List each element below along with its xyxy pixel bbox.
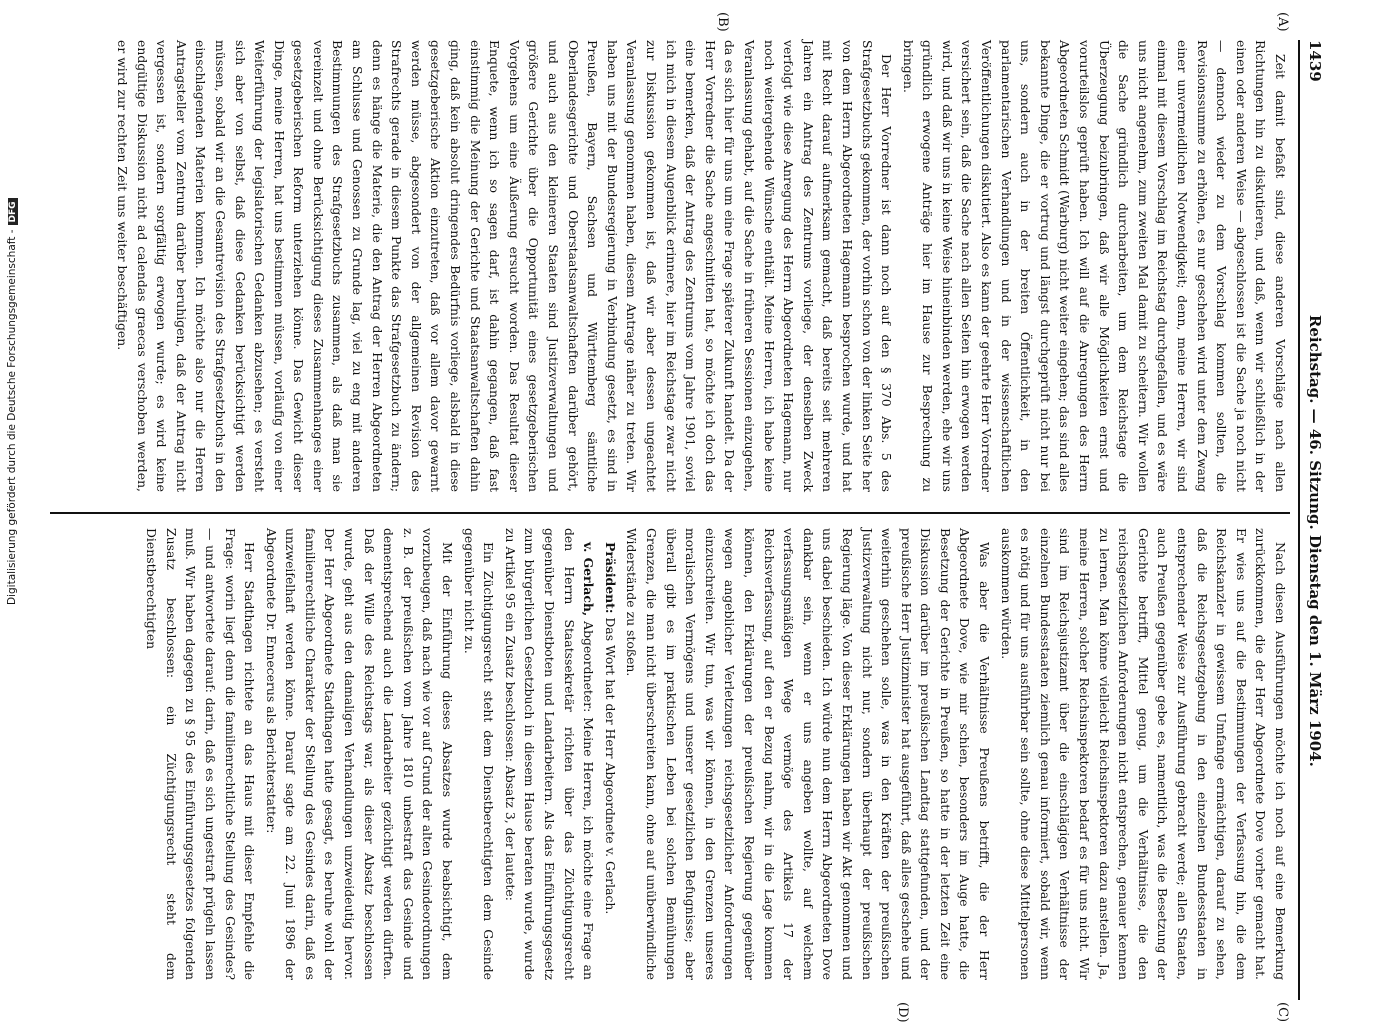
running-header xyxy=(1298,40,1330,1000)
quotation: Ein Züchtigungsrecht steht dem Dienstberechtigten dem Gesinde gegenüber nicht zu. xyxy=(461,528,497,980)
margin-marker-b: (B) xyxy=(715,12,730,32)
quotation: Herr Stadthagen richtete an das Haus mit dieser Empfehle die Frage: worin liegt denn die familienrechtliche Stellung des Gesindes? — und antwortete darauf: darin, daß es sich ungestraft prügeln lassen muß. Wir haben dagegen zu § 95 des Einführungsgesetzes folgenden Zusatz beschlossen: ein Züchtigungsrecht steht dem Dienstberechtigten xyxy=(144,528,258,980)
newspaper-page xyxy=(40,12,1330,1023)
speaker-name: Präsident: xyxy=(602,542,618,614)
right-column xyxy=(140,528,1290,980)
credit-text: Digitalisierung gefördert durch die Deutsche Forschungsgemeinschaft - xyxy=(6,229,18,605)
page-number: 1439 xyxy=(1306,40,1324,82)
paragraph: Was aber die Verhältnisse Preußens betrifft, die der Herr Abgeordnete Dove, wie mir schien, besonders im Auge hatte, die Besetzung der Gerichte in Preußen, so hatte in der letzten Zeit eine Diskussion darüber im preußischen Landtag stattgefunden, und der preußische Herr Justizminister hat ausgeführt, daß alles geschehe und weiterhin geschehen solle, was in den Kräften der preußischen Justizverwaltung nicht nur, sondern überhaupt der preußischen Regierung läge. Von dieser Erklärungen haben wir Akt genommen und uns dabei beschieden. Ich würde nun dem Herrn Abgeordneten Dove dankbar sein, wenn er uns angeben wollte, auf welchem verfassungsmäßigen Wege vermöge des Artikels 17 der Reichsverfassung, auf den er Bezug nahm, wir in die Lage kommen können, den Erklärungen der preußischen Regierung gegenüber wegen angeblicher Verletzungen reichsgesetzlicher Anforderungen einzuschreiten. Wir tun, was wir können, in den Grenzen unseres moralischen Vermögens und unserer gesetzlichen Befugnisse; aber überall gibt es im praktischen Leben bei solchen Bemühungen Grenzen, die man nicht überschreiten kann, ohne auf unüberwindliche Widerstände zu stoßen. xyxy=(624,528,993,980)
column-divider xyxy=(50,512,1290,514)
paragraph: Mit der Einführung dieses Absatzes wurde beabsichtigt, dem vorzubeugen, daß nach wie vor auf Grund der alten Gesindeordnungen z. B. der preußischen vom Jahre 1810 unbestraft das Gesinde und dementsprechend auch die Landarbeiter gezüchtigt werden dürften. Daß der Wille des Reichstags war, als dieser Absatz beschlossen wurde, geht aus den damaligen Verhandlungen unzweideutig hervor. Der Herr Abgeordnete Stadthagen hatte gesagt, es beruhe wohl der familienrechtliche Charakter der Stellung des Gesindes darin, daß es unzweifelhaft werden könne. Darauf sagte am 22. Juni 1896 der Abgeordnete Dr. Ennecerus als Berichterstatter: xyxy=(263,528,456,980)
dfg-logo: DFG xyxy=(8,198,18,225)
left-column xyxy=(110,40,1290,492)
paragraph: Zeit damit befaßt sind, diese anderen Vorschläge nach allen Richtungen hin zu diskutieren, und daß, wenn wir schließlich in der einen oder anderen Weise — abgeschlossen ist die Sache ja noch nicht — dennoch wieder zu dem Vorschlag kommen sollten, die Revisionssumme zu erhöhen, es nur geschehen wird unter dem Zwang einer unvermeidlichen Notwendigkeit; denn, meine Herren, wir sind einmal mit diesem Vorschlag im Reichstag durchgefallen, und es wäre uns nicht angenehm, zum zweiten Mal damit zu scheitern. Wir wollen die Sache gründlich durcharbeiten, um dem Reichstage die Überzeugung beizubringen, daß wir alle Möglichkeiten ernst und vorurteilslos geprüft haben. Ich will auf die Anregungen des Herrn Abgeordneten Schmidt (Warburg) nicht weiter eingehen; das sind alles bekannte Dinge, die er vortrug und längst durchgeprüft nicht nur bei uns, sondern auch in der breiten Öffentlichkeit, in den parlamentarischen Verhandlungen und in der wissenschaftlichen Veröffentlichungen diskutiert. Also es kann der geehrte Herr Vorredner versichert sein, daß die Sache nach allen Seiten hin erwogen werden wird, und daß wir uns in keine Weise hineinbinden werden, ehe wir uns gründlich erwogene Anträge hier im Hause zur Besprechung zu bringen. xyxy=(900,40,1288,492)
paragraph: Der Herr Vorredner ist dann noch auf den § 370 Abs. 5 des Strafgesetzbuchs gekommen, der vorhin schon von der linken Seite her von dem Herrn Abgeordneten Hagemann besprochen wurde, und hat mit Recht darauf aufmerksam gemacht, daß bereits seit mehreren Jahren ein Antrag des Zentrums vorliege, der denselben Zweck verfolgt wie diese Anregung des Herrn Abgeordneten Hagemann, nur noch weitergehende Wünsche enthält. Meine Herren, ich habe keine Veranlassung gehabt, auf die Sache in früheren Sessionen einzugehen, da es sich hier für uns um eine Frage späterer Zukunft handelt. Da der Herr Vorredner die Sache angeschnitten hat, so möchte ich doch das eine bemerken, daß der Antrag des Zentrums vom Jahre 1901, soviel ich mich in diesem Augenblick erinnere, hier im Reichstage zwar nicht zur Diskussion gekommen ist, daß wir aber dessen ungeachtet Veranlassung genommen haben, diesem Antrage näher zu treten. Wir haben uns mit der Bundesregierung in Verbindung gesetzt, es sind in Preußen, Bayern, Sachsen und Württemberg sämtliche Oberlandesgerichte und Oberstaatsanwaltschaften darüber gehört, und auch aus den kleineren Staaten sind Justizverwaltungen und größere Gerichte über die Opportunität eines gesetzgeberischen Vorgehens um eine Äußerung ersucht worden. Das Resultat dieser Enquete, wenn ich so sagen darf, ist dahin gegangen, daß fast einstimmig die Meinung der Gerichte und Staatsanwaltschaften dahin ging, daß kein absolut dringendes Bedürfnis vorliege, alsbald in diese gesetzgeberische Aktion einzutreten, daß vor allem davor gewarnt werden müsse, abgesondert von der allgemeinen Revision des Strafrechts gerade in diesem Punkte das Strafgesetzbuch zu ändern; denn es hänge die Materie, die den Antrag der Herren Abgeordneten am Schlusse und Genossen zu Grunde lag, viel zu eng mit anderen Bestimmungen des Strafgesetzbuchs zusammen, als daß man sie vereinzelt und ohne Berücksichtigung dieses Zusammenhanges einer gesetzgeberischen Reform unterziehen könne. Das Gewicht dieser Dinge, meine Herren, hat uns bestimmen müssen, vorläufig von einer Weiterführung der legislatorischen Gedanken abzusehen; es versteht sich aber von selbst, daß diese Gedanken berücksichtigt werden müssen, sobald wir an die Gesamtrevision des Strafgesetzbuchs in den einschlagenden Materien kommen. Ich möchte also nur die Herren Antragsteller vom Zentrum darüber beruhigen, daß der Antrag nicht vergessen ist, sondern sorgfältig erwogen wurde; es wird keine endgültige Diskussion nicht ad calendas graecas verschoben werden, er wird zur rechten Zeit uns weiter beschäftigen. xyxy=(114,40,895,492)
statement-text: Das Wort hat der Herr Abgeordnete v. Gerlach. xyxy=(602,617,618,915)
margin-marker-d: (D) xyxy=(895,1002,910,1023)
speaker-name: v. Gerlach, xyxy=(581,542,597,617)
margin-marker-a: (A) xyxy=(1275,12,1290,32)
gerlach-statement xyxy=(500,528,598,980)
paragraph: Nach diesen Ausführungen möchte ich noch auf eine Bemerkung zurückkommen, die der Herr Abgeordnete Dove vorher gemacht hat. Er wies uns auf die Bestimmungen der Verfassung hin, die dem Reichskanzler in gewissem Umfange ermächtigen, darauf zu sehen, daß die Reichsgesetzgebung in den einzelnen Bundesstaaten in entsprechender Weise zur Ausführung gebracht werde; allen Staaten, auch Preußen gegenüber gebe es, namentlich, was die Besetzung der Gerichte betrifft, Mittel genug, um die Verhältnisse, die den reichsgesetzlichen Anforderungen nicht entsprechen, genauer kennen zu lernen. Man könne vielleicht Reichsinspektoren dazu anstellen. Ja, meine Herren, solcher Reichsinspektoren bedarf es für uns nicht. Wir sind im Reichsjustizamt über die einschlägigen Verhältnisse der einzelnen Bundesstaaten ziemlich genau informiert, sobald wir, wenn es nötig und für uns ausführbar sein sollte, ohne diese Mittelpersonen auskommen würden. xyxy=(998,528,1288,980)
header-title: Reichstag. — 46. Sitzung. Dienstag den 1. März 1904. xyxy=(1306,314,1324,767)
statement-text: Abgeordneter: Meine Herren, ich möchte eine Frage an den Herrn Staatssekretär richten über das Züchtigungsrecht gegenüber Dienstboten und Landarbeitern. Als das Einführungsgesetz zum bürgerlichen Gesetzbuch in diesem Hause beraten wurde, wurde zu Artikel 95 ein Zusatz beschlossen: Absatz 3, der lautete: xyxy=(502,528,597,980)
digitization-credit xyxy=(6,201,20,605)
president-statement xyxy=(600,528,620,980)
margin-marker-c: (C) xyxy=(1275,1002,1290,1023)
